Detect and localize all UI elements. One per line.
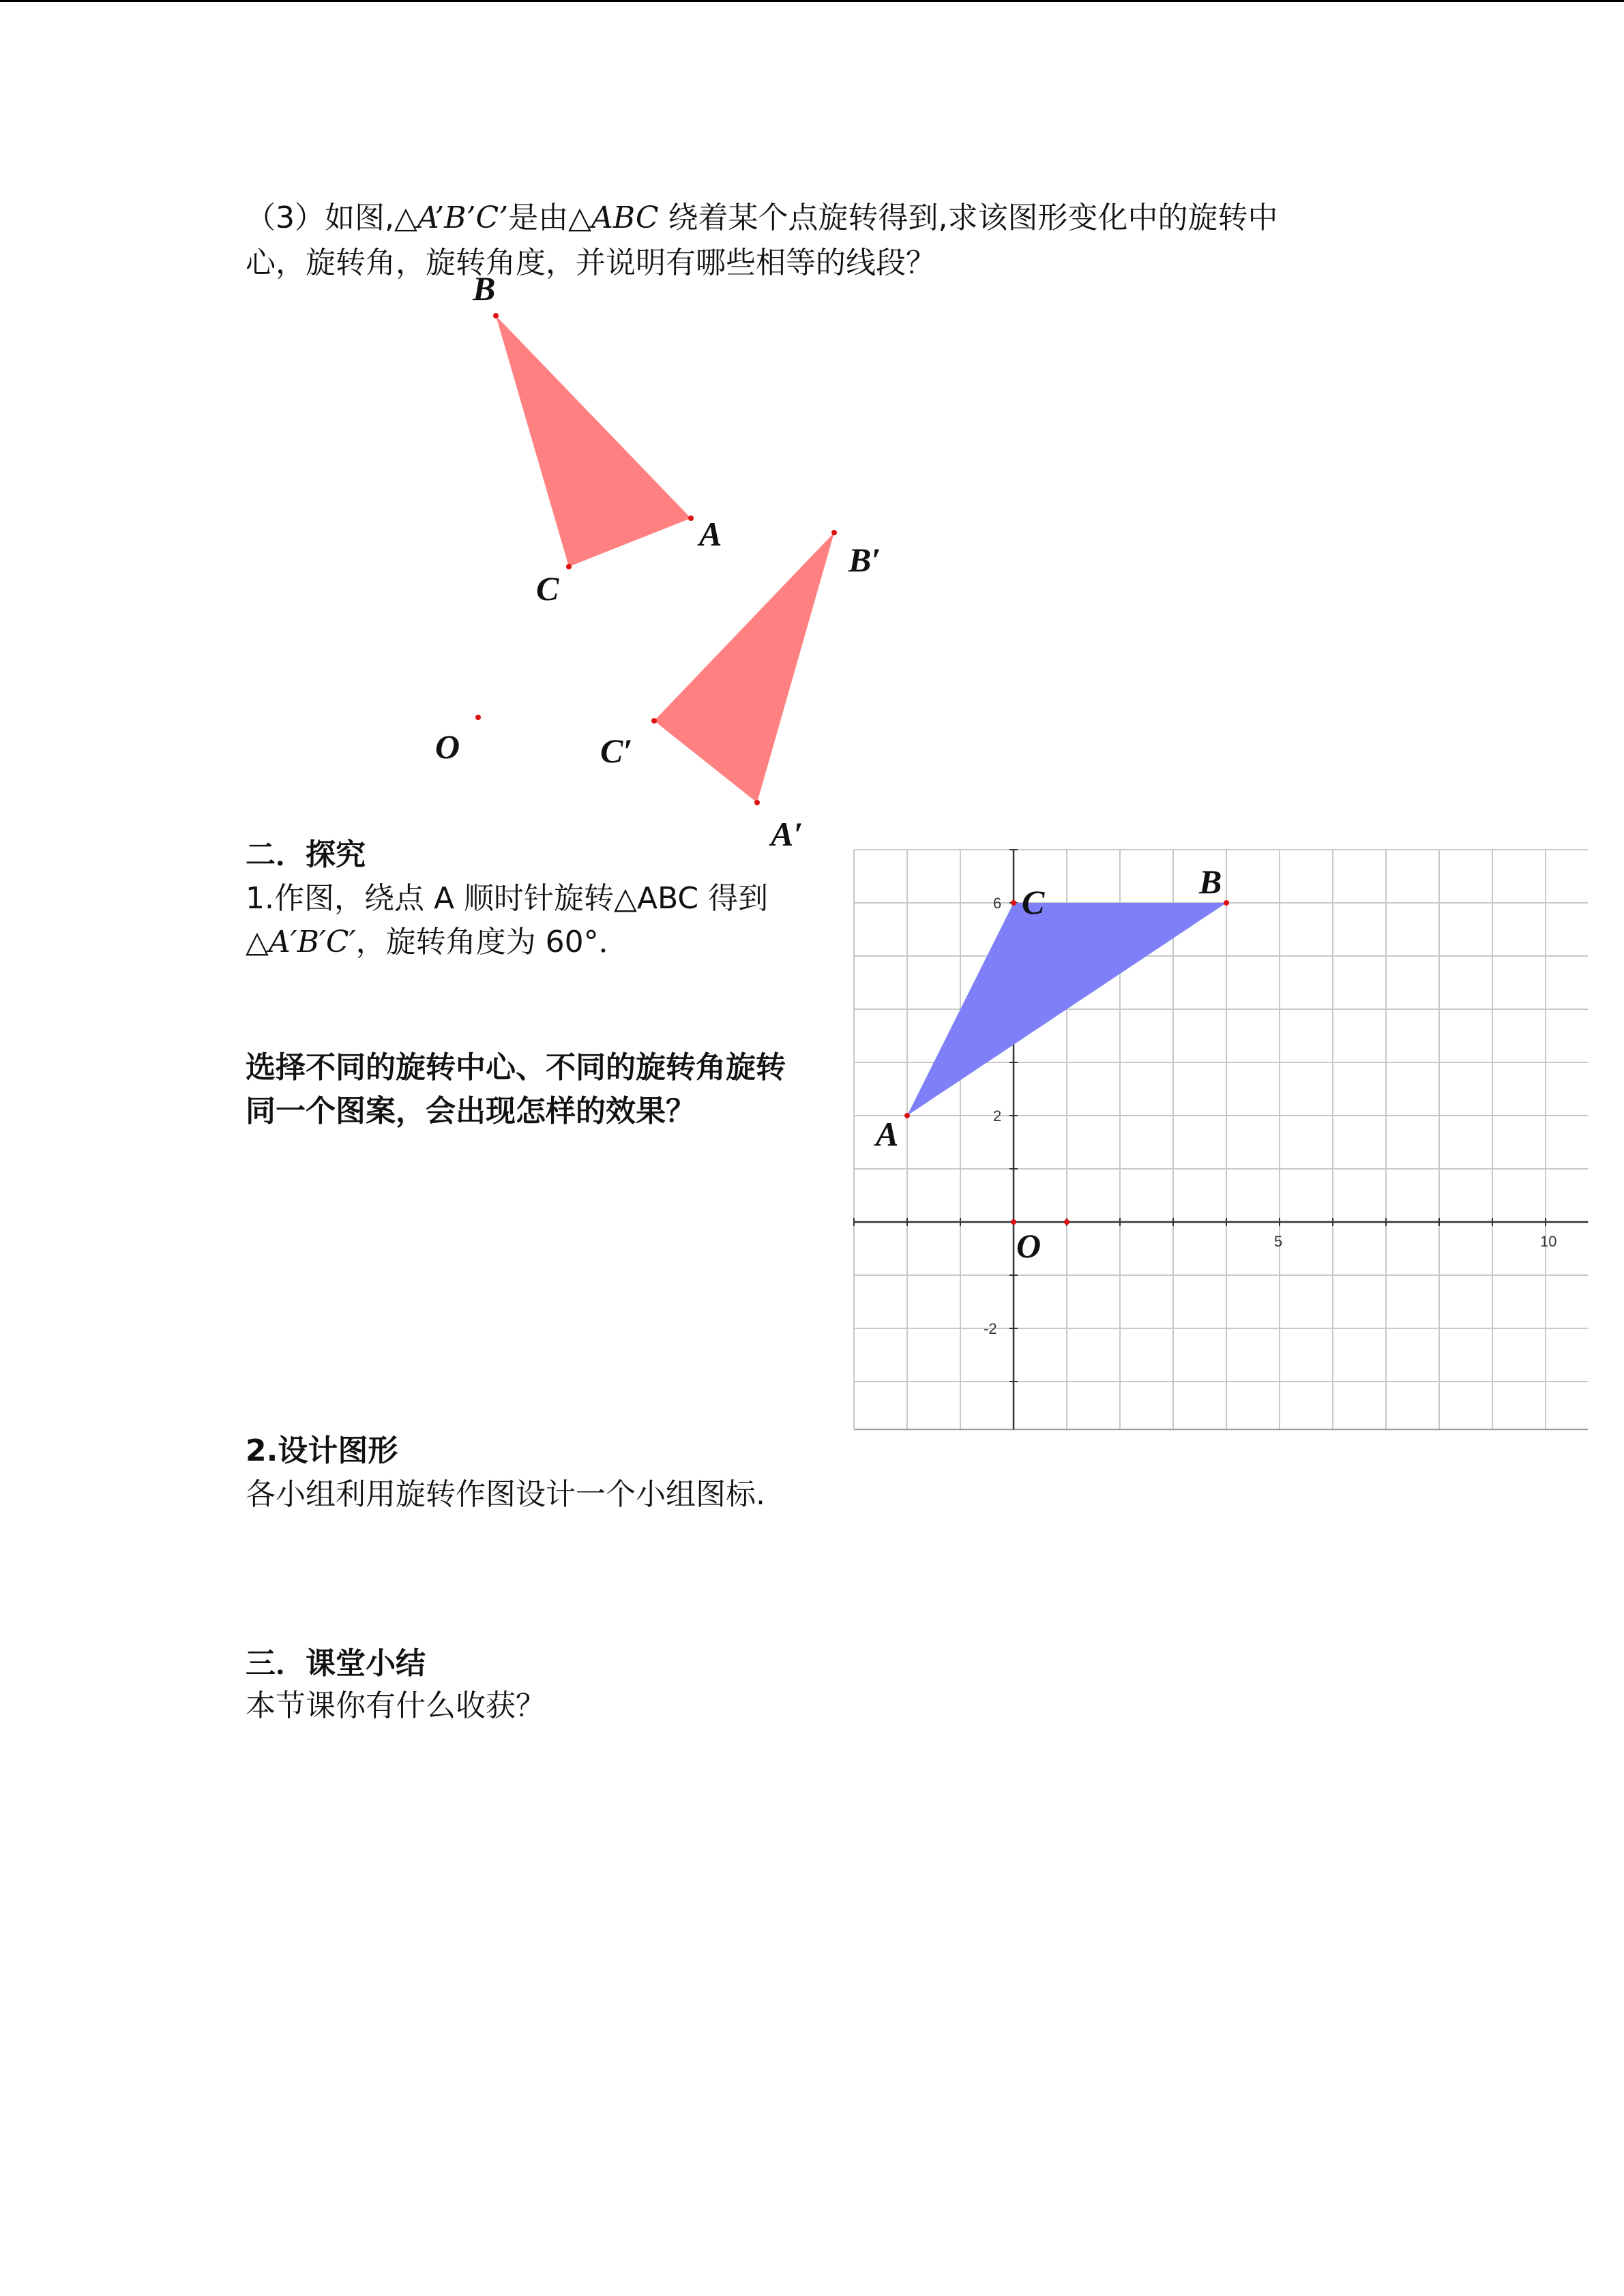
design-heading: 2.设计图形 [246, 1433, 398, 1468]
coordinate-grid [849, 829, 1593, 1439]
y-tick-label: -2 [984, 1320, 997, 1337]
question3-line2: 心，旋转角，旋转角度，并说明有哪些相等的线段？ [246, 245, 936, 280]
summary-body: 本节课你有什么收获？ [246, 1688, 546, 1723]
rotation-figure [0, 0, 1624, 886]
label-b: B [473, 269, 496, 308]
point-o [475, 715, 481, 720]
grid-label-c: C [1022, 883, 1045, 921]
grid-label-o: O [1016, 1227, 1042, 1265]
summary-heading: 三．课堂小结 [246, 1646, 426, 1681]
x-tick-label: 10 [1540, 1233, 1557, 1250]
design-body: 各小组利用旋转作图设计一个小组图标. [246, 1477, 765, 1512]
grid-point [1011, 900, 1016, 906]
question3-line1: （3）如图,△A’B’C’是由△ABC 绕着某个点旋转得到,求该图形变化中的旋转中 [246, 200, 1278, 235]
section2-heading: 二．探究 [246, 837, 366, 872]
grid-point [904, 1113, 910, 1118]
grid-label-a: A [876, 1115, 899, 1153]
y-tick-label: 2 [993, 1107, 1002, 1124]
task1-line2: △A′B′C′，旋转角度为 60°． [246, 925, 629, 959]
unit-point [1064, 1219, 1069, 1225]
label-c: C [536, 569, 559, 608]
point-ap [754, 800, 760, 805]
explore-question-line1: 选择不同的旋转中心、不同的旋转角旋转 [246, 1050, 786, 1085]
x-tick-label: 5 [1274, 1233, 1283, 1250]
label-o: O [435, 728, 460, 766]
grid-label-b: B [1199, 863, 1222, 901]
task1-line1: 1.作图，绕点 A 顺时针旋转△ABC 得到 [246, 881, 769, 916]
point-b [493, 313, 499, 318]
point-a [688, 516, 694, 521]
origin-point [1011, 1219, 1016, 1225]
grid-point [1224, 900, 1229, 906]
explore-question-line2: 同一个图案，会出现怎样的效果？ [246, 1094, 696, 1129]
point-c [566, 564, 572, 569]
label-a: A [699, 515, 722, 553]
label-ap: A′ [771, 815, 803, 853]
label-cp: C′ [600, 732, 633, 770]
label-bp: B′ [848, 541, 881, 579]
y-tick-label: 6 [993, 895, 1002, 912]
triangle-apbpcp [654, 533, 834, 803]
triangle-abc [496, 316, 691, 567]
point-bp [831, 530, 837, 535]
point-cp [651, 718, 657, 724]
